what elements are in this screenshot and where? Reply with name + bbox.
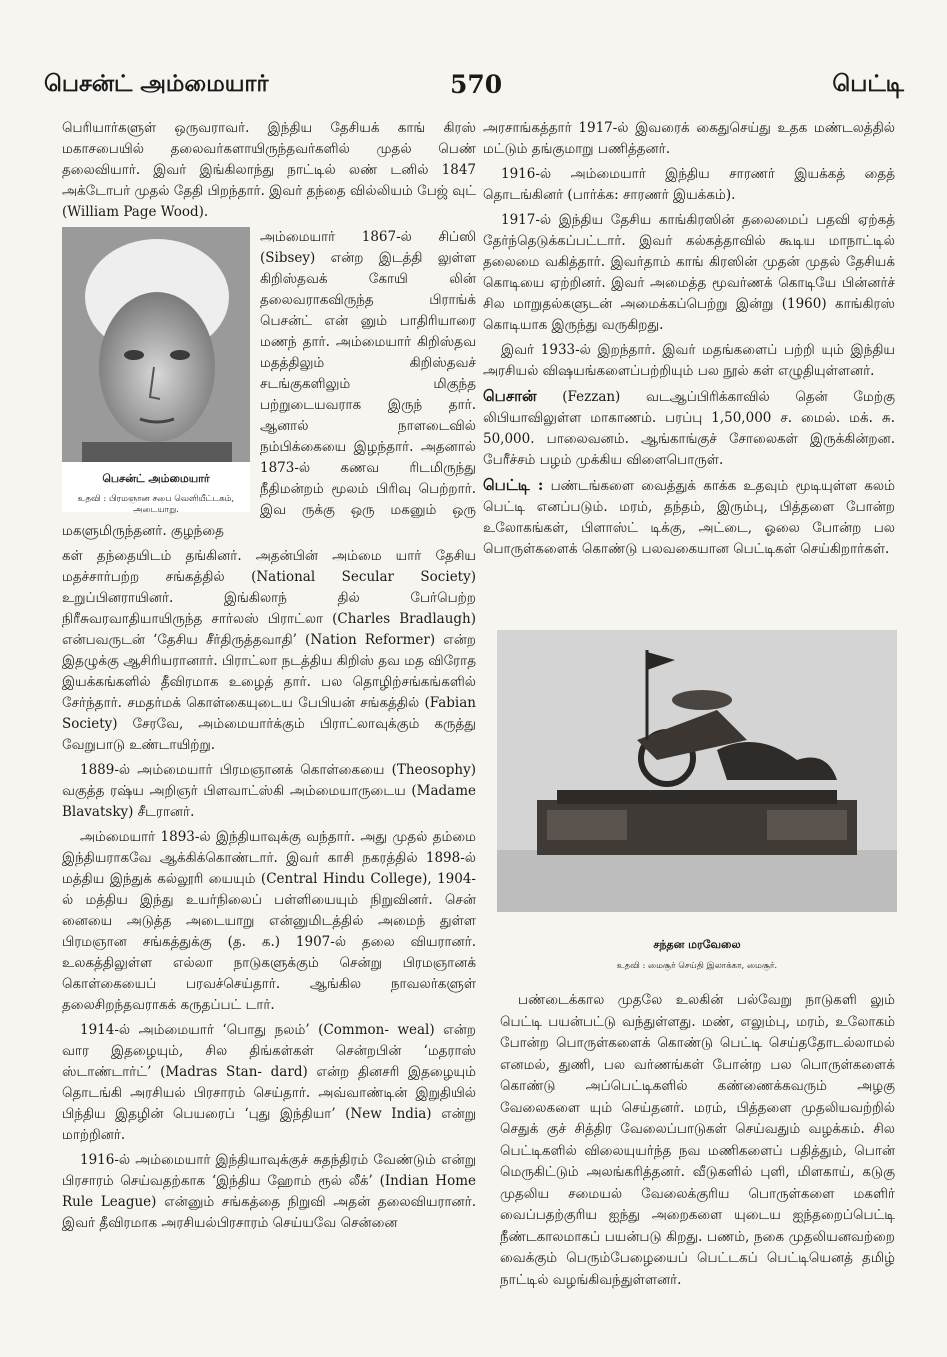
- entry-fezzan: [483, 386, 895, 471]
- page-number: 570: [450, 70, 503, 99]
- entry-petti-text: பண்டங்களை வைத்துக் காக்க உதவும் மூடியுள்ள கலம் பெட்டி எனப்படும். மரம், தந்தம், இரும்பு, பித்தளை போன்ற உலோகங்கள், பிளாஸ்ட் டிக்கு, அட்டை, ஓலை போன்ற பல பொருள்களைக் கொண்டு பலவகையான பெட்டிகள் செய்கிறார்கள்.: [483, 478, 895, 557]
- entry-petti: [483, 475, 895, 560]
- portrait-caption: பெசன்ட் அம்மையார்: [102, 472, 210, 485]
- entry-fezzan-text: (Fezzan) வடஆப்பிரிக்காவில் தென் மேற்கு லிபியாவிலுள்ள மாகாணம். பரப்பு 1,50,000 ச. மைல். மக். சு. 50,000. பாலைவனம். ஆங்காங்குச் சோலைகள் இருக்கின்றன. பேரீச்சம் பழம் முக்கிய விளைபொருள்.: [483, 389, 895, 468]
- paragraph-theosophy: 1889-ல் அம்மையார் பிரமஞானக் கொள்கையை (Theosophy) வகுத்த ரஷ்ய அறிஞர் பிளவாட்ஸ்கி அம்மையாருடைய (Madame Blavatsky) சீடரானர்.: [62, 762, 476, 820]
- figure-caption: சந்தன மரவேலை: [653, 938, 741, 951]
- sandalwood-chariot-image: [497, 630, 897, 912]
- beside-photo-text: அம்மையார் 1867-ல் சிப்ஸி (Sibsey) என்ற இடத்தி லுள்ள கிறிஸ்தவக் கோயி லின் தலைவராகவிருந்த பிராங்க் பெசன்ட் என் னும் பாதிரியாரை மணந் தார். அம்மையார் கிறிஸ்தவ மதத்திலும் கிறிஸ்தவச் சடங்குகளிலும் மிகுந்த பற்றுடையவராக இருந் தார். ஆனால் நாளடைவில் நம்பிக்கையை இழந்தார். அதனால் 1873-ல் கணவ ரிடமிருந்து நீதிமன்றம் மூலம் பிரிவு பெற்றார். இவ ருக்கு ஒரு மகனும் ஒரு மகளுமிருந்தனர். குழந்தை: [62, 229, 476, 539]
- portrait-image: [62, 227, 250, 462]
- entry-fezzan-headword: பெசான்: [483, 387, 537, 405]
- entry-petti-headword: பெட்டி :: [483, 476, 544, 494]
- running-head-right: பெட்டி: [832, 70, 904, 97]
- paragraph-scouts: 1916-ல் அம்மையார் இந்திய சாரணர் இயக்கத் தைத் தொடங்கினர் (பார்க்க: சாரணர் இயக்கம்).: [483, 166, 895, 203]
- figure-credit: உதவி : மைசூர் செய்தி இலாக்கா, மைசூர்.: [616, 961, 778, 971]
- right-bottom-text: [500, 990, 895, 1295]
- left-column: [62, 118, 476, 1318]
- intro-paragraph: பெரியார்களுள் ஒருவராவர். இந்திய தேசியக் காங் கிரஸ் மகாசபையில் தலைவர்களாயிருந்தவர்களில் முதல் பெண் தலைவியார். இவர் இங்கிலாந்து நாட்டில் லண் டனில் 1847 அக்டோபர் முதல் தேதி பிறந்தார். இவர் தந்தை வில்லியம் பேஜ் வுட் (William Page Wood).: [62, 120, 476, 220]
- page-header: [44, 70, 904, 110]
- paragraph-arrest: அரசாங்கத்தார் 1917-ல் இவரைக் கைதுசெய்து உதக மண்டலத்தில் மட்டும் தங்குமாறு பணித்தனர்.: [483, 120, 895, 157]
- sandalwood-figure: [497, 630, 897, 972]
- portrait-credit: உதவி : பிரமஞான சபை வெளியீட்டகம், அடையாறு.: [77, 494, 235, 515]
- paragraph-commonweal: 1914-ல் அம்மையார் ‘பொது நலம்’ (Common- weal) என்ற வார இதழையும், சில திங்கள்கள் சென்றபின் ‘மதராஸ் ஸ்டாண்டார்ட்’ (Madras Stan- dard) என்ற தினசரி இதழையும் தொடங்கி அரசியல் பிரசாரம் செய்தார். அவ்வாண்டின் இறுதியில் பிந்திய இதழின் பெயரைப் ‘புது இந்தியா’ (New India) என்று மாற்றினர்.: [62, 1022, 476, 1143]
- paragraph-home-rule: 1916-ல் அம்மையார் இந்தியாவுக்குச் சுதந்திரம் வேண்டும் என்று பிரசாரம் செய்வதற்காக ‘இந்திய ஹோம் ரூல் லீக்’ (Indian Home Rule League) என்னும் சங்கத்தை நிறுவி அதன் தலைவியரானர். இவர் தீவிரமாக அரசியல்பிரசாரம் செய்யவே சென்னை: [62, 1152, 476, 1231]
- paragraph-1-continued: கள் தந்தையிடம் தங்கினர். அதன்பின் அம்மை யார் தேசிய மதச்சார்பற்ற சங்கத்தில் (National Secular Society) உறுப்பினராயினர். இங்கிலாந் தில் பேர்பெற்ற நிரீசுவரவாதியாயிருந்த சார்லஸ் பிராட்லா (Charles Bradlaugh) என்பவருடன் ‘தேசிய சீர்திருத்தவாதி’ (Nation Reformer) என்ற இதழுக்கு ஆசிரியரானார். பிராட்லா நடத்திய கிறிஸ் தவ மத விரோத இயக்கங்களில் தீவிரமாக உழைத் தார். பல தொழிற்சங்கங்களில் சேர்ந்தார். சமதர்மக் கொள்கையுடைய பேபியன் சங்கத்தில் (Fabian Society) சேரவே, அம்மையார்க்கும் பிராட்லாவுக்கும் கருத்து வேறுபாடு உண்டாயிற்று.: [62, 548, 476, 753]
- portrait-figure: [62, 227, 250, 515]
- paragraph-india: அம்மையார் 1893-ல் இந்தியாவுக்கு வந்தார். அது முதல் தம்மை இந்தியராகவே ஆக்கிக்கொண்டார். இவர் காசி நகரத்தில் 1898-ல் மத்திய இந்துக் கல்லூரி யையும் (Central Hindu College), 1904-ல் மத்திய இந்து உயர்நிலைப் பள்ளியையும் நிறுவினர். சென் னையை அடுத்த அடையாறு என்னுமிடத்தில் அமைந் துள்ள பிரமஞான சங்கத்துக்கு (த. க.) 1907-ல் தலை வியரானர். உலகத்திலுள்ள எல்லா நாடுகளுக்கும் சென்று பிரமஞானக் கொள்கையைப் பரவச்செய்தார். ஆங்கில நாவலர்களுள் தலைசிறந்தவராகக் கருதப்பட் டார்.: [62, 829, 476, 1013]
- running-head-left: பெசன்ட் அம்மையார்: [44, 70, 269, 97]
- paragraph-congress: 1917-ல் இந்திய தேசிய காங்கிரஸின் தலைமைப் பதவி ஏற்கத் தேர்ந்தெடுக்கப்பட்டார். இவர் கல்கத்தாவில் கூடிய மாநாட்டில் தலைமை வகித்தார். இவர்தாம் காங் கிரஸின் முதன் முதல் தேசியக் கொடியை ஏற்றினர். இவர் அமைத்த மூவர்ணக் கொடியே பின்னர்ச் சில மாறுதல்களுடன் அமைக்கப்பெற்று இன்று (1960) காங்கிரஸ் கொடியாக இருந்து வருகிறது.: [483, 212, 895, 333]
- paragraph-death: இவர் 1933-ல் இறந்தார். இவர் மதங்களைப் பற்றி யும் இந்திய அரசியல் விஷயங்களைப்பற்றியும் பல நூல் கள் எழுதியுள்ளனர்.: [483, 342, 895, 379]
- paragraph-box-history: பண்டைக்கால முதலே உலகின் பல்வேறு நாடுகளி லும் பெட்டி பயன்பட்டு வந்துள்ளது. மண், எலும்பு, மரம், உலோகம் போன்ற பொருள்களைக் கொண்டு பெட்டி செய்ததோடல்லாமல் எனமல், துணி, பல வர்ணங்கள் போன்ற பல பொருள்களைக் கொண்டு அப்பெட்டிகளில் கண்ணைக்கவரும் அழகு வேலைகளை யும் செய்தனர். மரம், பித்தளை முதலியவற்றில் செதுக் குச் சித்திர வேலைப்பாடுகள் செய்வதும் வழக்கம். சில பெட்டிகளில் விலையுயர்ந்த நவ மணிகளைப் பதித்தும், பொன் மெருகிட்டும் அலங்கரித்தனர். வீடுகளில் புளி, மிளகாய், கடுகு முதலிய சமையல் வேலைக்குரிய பொருள்களை மகளிர் வைப்பதற்குரிய ஐந்து அறைகளை யுடைய ஐந்தறைப்பெட்டி நீண்டகாலமாகப் பயன்படு கிறது. பணம், நகை முதலியனவற்றை வைக்கும் பெரும்பேழையைப் பெட்டகப் பெட்டியெனத் தமிழ் நாட்டில் வழங்கிவந்துள்ளனர்.: [500, 992, 895, 1288]
